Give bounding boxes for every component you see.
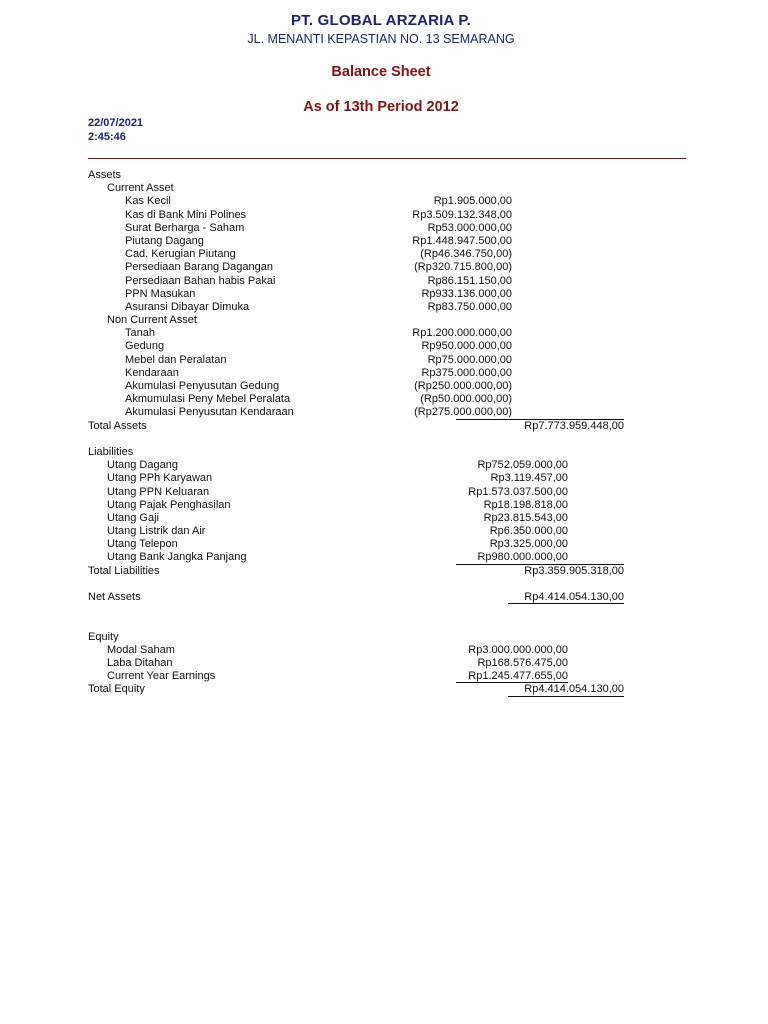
section-label: Equity	[88, 630, 119, 643]
item-name: PPN Masukan	[125, 287, 196, 300]
item-name: Piutang Dagang	[125, 234, 204, 247]
section-assets	[88, 169, 648, 182]
item-name: Persediaan Barang Dagangan	[125, 261, 274, 274]
item-name: Cad. Kerugian Piutang	[125, 248, 236, 261]
item-name: Modal Saham	[107, 643, 175, 656]
total-label: Total Equity	[88, 683, 145, 696]
total-assets-row	[88, 420, 648, 433]
item-amount: (Rp50.000.000,00)	[420, 393, 512, 406]
item-amount: Rp933.136.000,00	[421, 287, 512, 300]
line-item	[88, 261, 648, 274]
item-name: Utang Telepon	[107, 538, 178, 551]
line-item	[88, 209, 648, 222]
line-item	[88, 222, 648, 235]
group-label: Non Current Asset	[107, 314, 197, 327]
item-amount: Rp83.750.000,00	[427, 300, 512, 313]
item-amount: Rp1.905.000,00	[433, 195, 512, 208]
item-amount: (Rp46.346.750,00)	[420, 248, 512, 261]
line-item	[88, 657, 648, 670]
section-equity	[88, 631, 648, 644]
item-amount: Rp1.245.477.655,00	[468, 670, 568, 683]
item-amount: Rp752.059.000,00	[477, 459, 568, 472]
line-item	[88, 512, 648, 525]
item-name: Utang PPh Karyawan	[107, 472, 213, 485]
line-item	[88, 393, 648, 406]
line-item	[88, 525, 648, 538]
line-item	[88, 195, 648, 208]
total-amount: Rp3.359.905.318,00	[524, 564, 624, 577]
section-label: Assets	[88, 169, 122, 181]
line-item	[88, 340, 648, 353]
print-time: 2:45:46	[88, 131, 126, 143]
item-amount: Rp18.198.818,00	[483, 498, 568, 511]
item-name: Kas di Bank Mini Polines	[125, 208, 247, 221]
balance-sheet	[88, 169, 648, 697]
item-amount: (Rp250.000.000,00)	[414, 380, 512, 392]
item-name: Tanah	[125, 327, 155, 340]
item-name: Akumulasi Penyusutan Gedung	[125, 380, 280, 392]
header-divider	[88, 158, 686, 159]
line-item	[88, 288, 648, 301]
line-item	[88, 235, 648, 248]
section-liabilities	[88, 446, 648, 459]
item-amount: Rp980.000.000,00	[477, 551, 568, 564]
item-name: Asuransi Dibayar Dimuka	[125, 300, 250, 313]
item-name: Gedung	[125, 340, 165, 353]
item-amount: Rp23.815.543,00	[483, 511, 568, 524]
item-amount: Rp1.573.037.500,00	[468, 485, 568, 498]
item-name: Laba Ditahan	[107, 656, 173, 669]
group-non-current-asset	[88, 314, 648, 327]
total-label: Total Assets	[88, 419, 147, 432]
group-current-asset	[88, 182, 648, 195]
item-name: Utang PPN Keluaran	[107, 485, 210, 498]
group-label: Current Asset	[107, 182, 174, 195]
line-item	[88, 367, 648, 380]
line-item	[88, 327, 648, 340]
item-name: Akmumulasi Peny Mebel Peralata	[125, 393, 291, 406]
item-amount: Rp3.325.000,00	[489, 538, 568, 551]
item-amount: Rp3.000.000.000,00	[468, 643, 568, 656]
total-amount: Rp7.773.959.448,00	[524, 419, 624, 432]
item-amount: (Rp275.000.000,00)	[414, 406, 512, 419]
report-period: As of 13th Period 2012	[303, 99, 459, 115]
net-assets-amount: Rp4.414.054.130,00	[524, 591, 624, 603]
item-name: Kas Kecil	[125, 195, 171, 208]
item-name: Persediaan Bahan habis Pakai	[125, 274, 276, 287]
line-item	[88, 486, 648, 499]
item-amount: Rp53.000.000,00	[427, 221, 512, 234]
item-amount: (Rp320.715.800,00)	[414, 261, 512, 274]
total-amount: Rp4.414.054.130,00	[524, 683, 624, 696]
company-name: PT. GLOBAL ARZARIA P.	[290, 12, 472, 29]
item-amount: Rp86.151.150,00	[427, 274, 512, 287]
item-name: Mebel dan Peralatan	[125, 353, 227, 366]
item-name: Utang Listrik dan Air	[107, 525, 206, 538]
item-amount: Rp3.509.132.348,00	[412, 208, 512, 221]
line-item	[88, 538, 648, 551]
item-name: Akumulasi Penyusutan Kendaraan	[125, 406, 294, 419]
line-item	[88, 499, 648, 512]
item-name: Current Year Earnings	[107, 670, 216, 683]
item-amount: Rp1.200.000.000,00	[412, 327, 512, 340]
item-amount: Rp375.000.000,00	[421, 366, 512, 379]
item-name: Utang Pajak Penghasilan	[107, 498, 231, 511]
line-item	[88, 472, 648, 485]
item-amount: Rp75.000.000,00	[427, 353, 512, 366]
line-item	[88, 380, 648, 393]
company-address: JL. MENANTI KEPASTIAN NO. 13 SEMARANG	[247, 32, 515, 46]
item-amount: Rp1.448.947.500,00	[412, 234, 512, 247]
net-assets-label: Net Assets	[88, 591, 141, 603]
item-name: Kendaraan	[125, 366, 179, 379]
total-liabilities-row	[88, 565, 648, 578]
line-item	[88, 248, 648, 261]
item-amount: Rp950.000.000,00	[421, 340, 512, 353]
line-item	[88, 275, 648, 288]
item-amount: Rp168.576.475,00	[477, 656, 568, 669]
line-item	[88, 301, 648, 314]
print-date: 22/07/2021	[88, 117, 144, 129]
item-name: Surat Berharga - Saham	[125, 221, 245, 234]
item-name: Utang Dagang	[107, 459, 178, 472]
item-name: Utang Bank Jangka Panjang	[107, 551, 247, 564]
line-item	[88, 644, 648, 657]
report-title: Balance Sheet	[331, 64, 431, 80]
section-label: Liabilities	[88, 445, 134, 458]
line-item	[88, 459, 648, 472]
item-amount: Rp6.350.000,00	[489, 525, 568, 538]
total-label: Total Liabilities	[88, 564, 160, 577]
item-name: Utang Gaji	[107, 511, 159, 524]
item-amount: Rp3.119.457,00	[490, 472, 568, 485]
line-item	[88, 354, 648, 367]
